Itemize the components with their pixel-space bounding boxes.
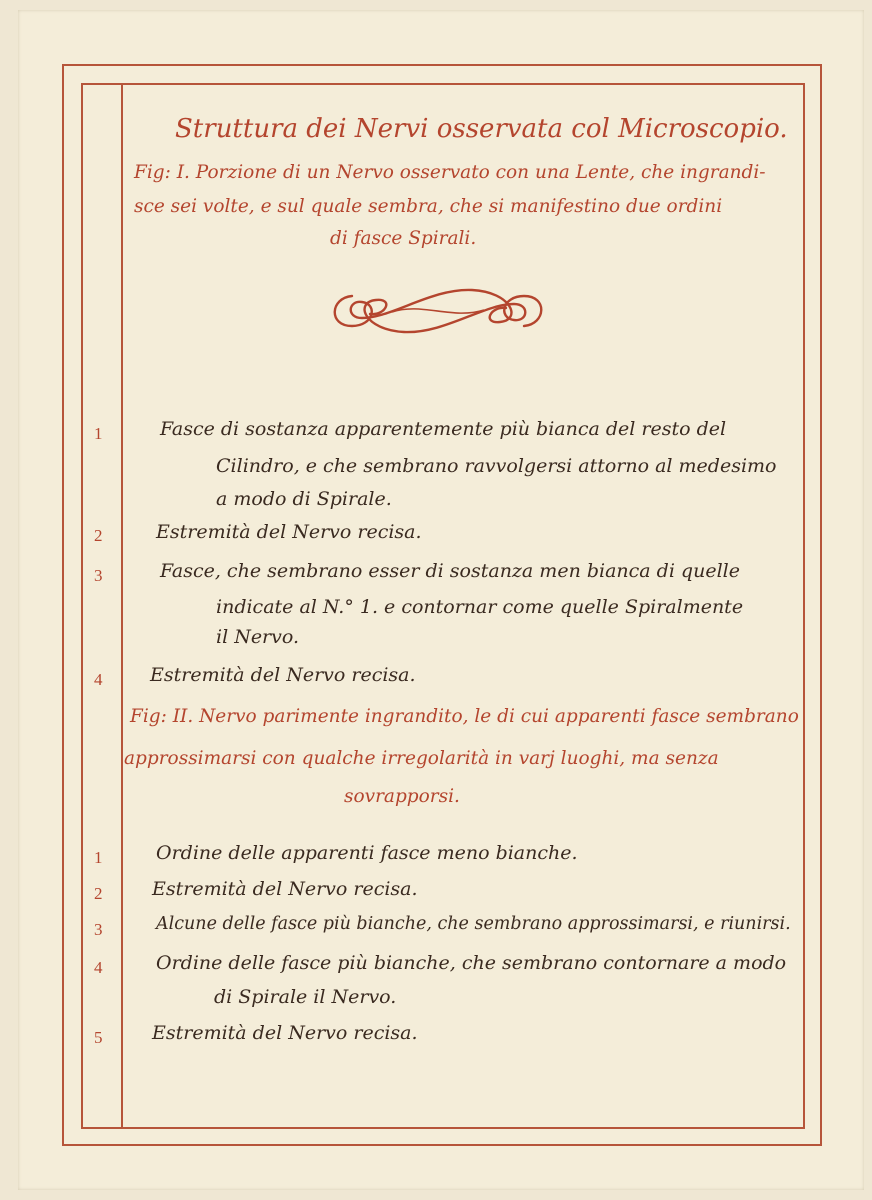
fig1-caption-line-1: Fig: I. Porzione di un Nervo osservato con una Lente, che ingrandi- [134, 162, 766, 183]
item-number: 3 [94, 566, 103, 585]
page-title: Struttura dei Nervi osservata col Microscopio. [175, 114, 788, 144]
fig2-caption-line-3: sovrapporsi. [344, 786, 460, 807]
item-number: 2 [94, 884, 103, 903]
fig2-item-4-line-2: di Spirale il Nervo. [214, 986, 397, 1008]
fig1-item-1-line-1: Fasce di sostanza apparentemente più bianca del resto del [160, 418, 727, 440]
fig2-item-5-line-1: Estremità del Nervo recisa. [152, 1022, 418, 1044]
item-number: 4 [94, 958, 103, 977]
item-number: 2 [94, 526, 103, 545]
fig1-caption-line-2: sce sei volte, e sul quale sembra, che si manifestino due ordini [134, 196, 723, 217]
item-number: 1 [94, 848, 103, 867]
fig1-item-1-line-2: Cilindro, e che sembrano ravvolgersi attorno al medesimo [216, 455, 777, 477]
fig1-item-3-line-1: Fasce, che sembrano esser di sostanza men bianca di quelle [160, 560, 740, 582]
fig2-item-1-line-1: Ordine delle apparenti fasce meno bianche. [156, 842, 578, 864]
fig2-item-2-line-1: Estremità del Nervo recisa. [152, 878, 418, 900]
fig1-item-3-line-2: indicate al N.° 1. e contornar come quelle Spiralmente [216, 596, 744, 618]
item-number: 3 [94, 920, 103, 939]
fig1-item-4-line-1: Estremità del Nervo recisa. [150, 664, 416, 686]
fig2-item-4-line-1: Ordine delle fasce più bianche, che sembrano contornare a modo [156, 952, 787, 974]
fig1-item-2-line-1: Estremità del Nervo recisa. [156, 521, 422, 543]
item-number: 5 [94, 1028, 103, 1047]
fig2-item-3-line-1: Alcune delle fasce più bianche, che sembrano approssimarsi, e riunirsi. [156, 914, 791, 934]
fig1-item-3-line-3: il Nervo. [216, 626, 300, 648]
calligraphic-flourish [322, 282, 554, 340]
fig2-caption-line-1: Fig: II. Nervo parimente ingrandito, le di cui apparenti fasce sembrano [130, 706, 799, 727]
fig2-caption-line-2: approssimarsi con qualche irregolarità in varj luoghi, ma senza [124, 748, 719, 769]
margin-rule [121, 84, 123, 1128]
fig1-caption-line-3: di fasce Spirali. [330, 228, 477, 249]
item-number: 4 [94, 670, 103, 689]
fig1-item-1-line-3: a modo di Spirale. [216, 488, 392, 510]
item-number: 1 [94, 424, 103, 443]
